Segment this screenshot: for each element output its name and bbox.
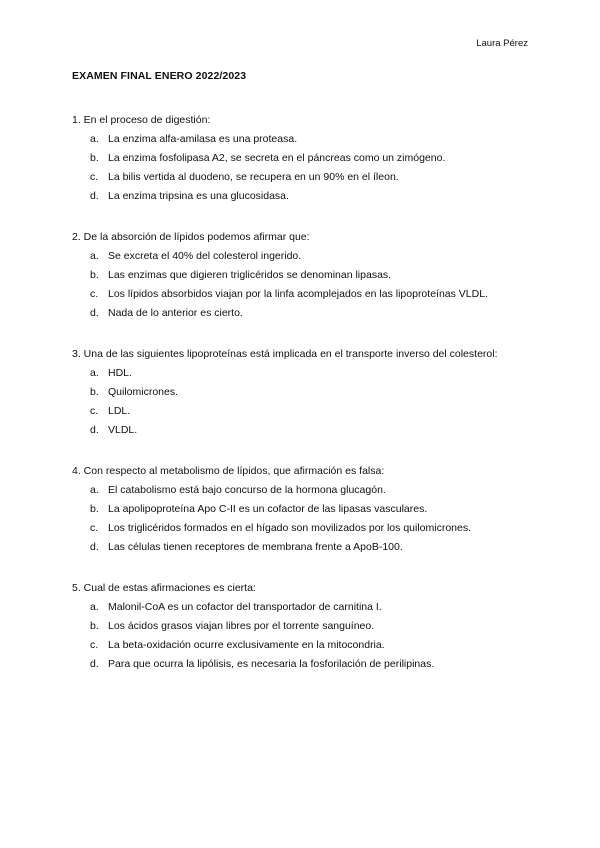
option-letter: d. [90,307,99,319]
exam-title: EXAMEN FINAL ENERO 2022/2023 [72,70,247,82]
option-text: Malonil-CoA es un cofactor del transportador de carnitina I. [108,601,382,613]
option-letter: d. [90,541,99,553]
option-b [72,617,542,636]
option-a [72,598,542,617]
option-letter: c. [90,288,99,300]
option-c [72,168,542,187]
option-b [72,149,542,168]
option-letter: d. [90,190,99,202]
option-text: HDL. [108,367,132,379]
option-letter: c. [90,171,99,183]
option-b [72,500,542,519]
option-text: Las células tienen receptores de membrana frente a ApoB-100. [108,541,403,553]
question-4 [72,462,542,557]
option-text: La enzima fosfolipasa A2, se secreta en el páncreas como un zimógeno. [108,152,446,164]
option-list [72,481,542,557]
option-a [72,130,542,149]
option-d [72,187,542,206]
author-name: Laura Pérez [476,38,528,49]
option-text: Los lípidos absorbidos viajan por la linfa acomplejados en las lipoproteínas VLDL. [108,288,488,300]
option-text: La apolipoproteína Apo C-II es un cofactor de las lipasas vasculares. [108,503,428,515]
option-text: La bilis vertida al duodeno, se recupera en un 90% en el íleon. [108,171,399,183]
option-a [72,247,542,266]
question-text: 4. Con respecto al metabolismo de lípidos, que afirmación es falsa: [72,465,385,477]
option-list [72,364,542,440]
option-text: LDL. [108,405,131,417]
option-d [72,538,542,557]
option-text: La enzima tripsina es una glucosidasa. [108,190,289,202]
option-b [72,266,542,285]
option-list [72,247,542,323]
option-list [72,130,542,206]
option-letter: a. [90,250,99,262]
option-d [72,655,542,674]
question-2 [72,228,542,323]
option-c [72,519,542,538]
option-c [72,285,542,304]
question-3 [72,345,542,440]
option-d [72,421,542,440]
option-text: La beta-oxidación ocurre exclusivamente en la mitocondria. [108,639,385,651]
option-text: VLDL. [108,424,138,436]
option-a [72,364,542,383]
option-letter: b. [90,620,99,632]
option-letter: c. [90,405,99,417]
option-b [72,383,542,402]
option-letter: c. [90,639,99,651]
question-text: 2. De la absorción de lípidos podemos afirmar que: [72,231,310,243]
option-letter: a. [90,601,99,613]
option-letter: c. [90,522,99,534]
option-letter: b. [90,503,99,515]
option-text: Las enzimas que digieren triglicéridos se denominan lipasas. [108,269,392,281]
option-text: Los ácidos grasos viajan libres por el torrente sanguíneo. [108,620,375,632]
option-text: Los triglicéridos formados en el hígado son movilizados por los quilomicrones. [108,522,472,534]
question-5 [72,579,542,674]
option-letter: d. [90,424,99,436]
question-text: 5. Cual de estas afirmaciones es cierta: [72,582,256,594]
option-letter: a. [90,133,99,145]
question-list [72,111,542,696]
question-1 [72,111,542,206]
option-letter: a. [90,367,99,379]
option-text: Quilomicrones. [108,386,179,398]
option-text: Se excreta el 40% del colesterol ingerido. [108,250,302,262]
option-d [72,304,542,323]
option-letter: b. [90,386,99,398]
option-letter: b. [90,152,99,164]
option-letter: a. [90,484,99,496]
question-text: 1. En el proceso de digestión: [72,114,211,126]
question-text: 3. Una de las siguientes lipoproteínas está implicada en el transporte inverso del colesterol: [72,348,498,360]
option-letter: b. [90,269,99,281]
option-c [72,636,542,655]
option-letter: d. [90,658,99,670]
option-text: Nada de lo anterior es cierto. [108,307,243,319]
option-text: Para que ocurra la lipólisis, es necesaria la fosforilación de perilipinas. [108,658,435,670]
option-list [72,598,542,674]
option-text: El catabolismo está bajo concurso de la hormona glucagón. [108,484,386,496]
option-a [72,481,542,500]
option-c [72,402,542,421]
option-text: La enzima alfa-amilasa es una proteasa. [108,133,298,145]
